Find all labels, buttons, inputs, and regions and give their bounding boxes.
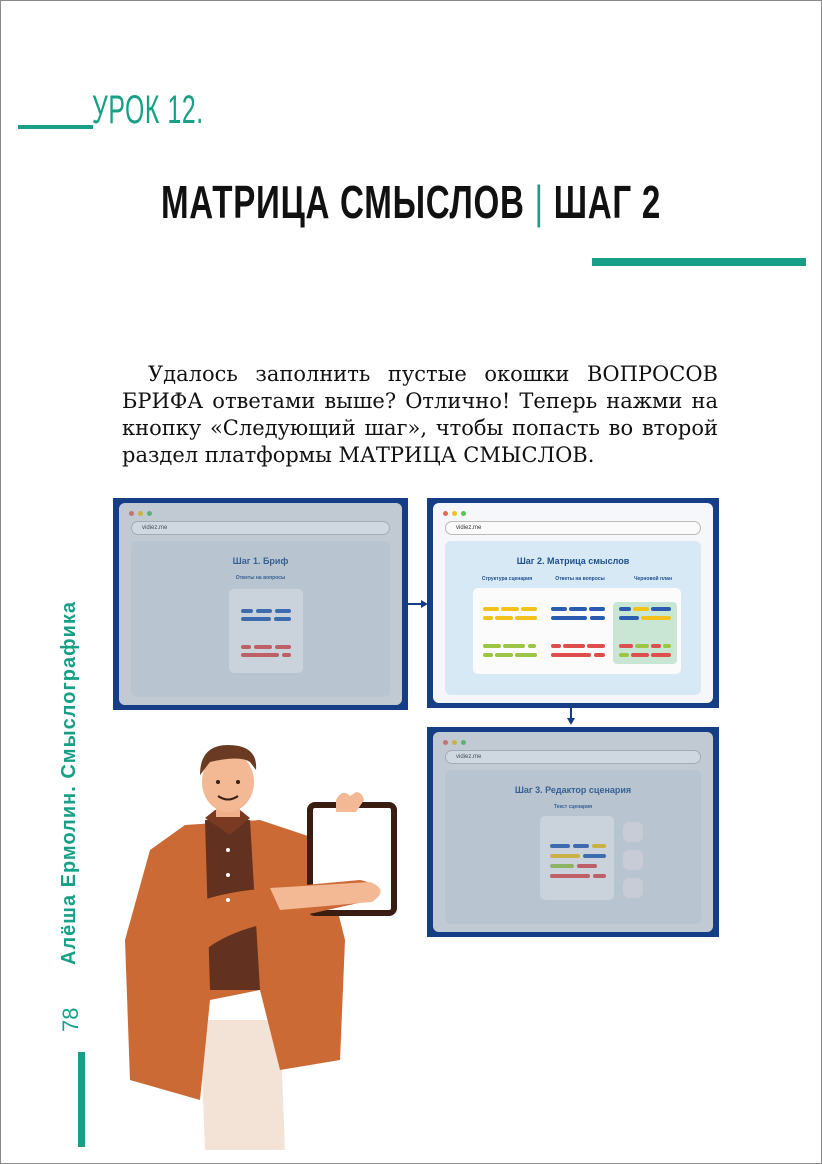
column-answers: Ответы на вопросы: [555, 576, 605, 582]
title-separator: |: [534, 176, 544, 228]
page-number: 78: [58, 1007, 83, 1032]
arrow-down-head: [567, 718, 575, 725]
matrix-card: [473, 588, 681, 674]
man-with-tablet-illustration: [110, 740, 400, 1150]
step-title: Шаг 2. Матрица смыслов: [516, 556, 630, 566]
lesson-label: УРОК 12.: [92, 88, 204, 132]
browser-window: [433, 503, 713, 703]
author-label: Алёша Ермолин. Смыслографика: [58, 600, 80, 965]
screenshot-step1: [113, 498, 408, 710]
step-title: Шаг 1. Бриф: [232, 556, 289, 566]
content-panel: [445, 541, 701, 695]
title-main: МАТРИЦА СМЫСЛОВ: [161, 176, 525, 228]
url-bar: vidiez.me: [445, 750, 701, 764]
title-step: ШАГ 2: [553, 176, 661, 228]
step-subtitle: Ответы на вопросы: [235, 575, 286, 581]
url-bar: vidiez.me: [131, 521, 390, 535]
arrow-right: [408, 603, 422, 605]
screenshot-step3: [427, 727, 719, 937]
step-subtitle: Текст сценария: [553, 804, 593, 810]
dim-overlay: [119, 503, 402, 705]
column-structure: Структура сценария: [481, 576, 533, 582]
title-underline: [592, 258, 806, 266]
column-draft: Черновой план: [634, 576, 672, 582]
page-accent-bar: [78, 1052, 85, 1147]
dim-overlay: [433, 732, 713, 932]
screenshot-step2: [427, 498, 719, 708]
url-bar: vidiez.me: [445, 521, 701, 535]
page-title: [115, 175, 707, 229]
step-title: Шаг 3. Редактор сценария: [514, 785, 632, 795]
body-paragraph: Удалось заполнить пустые окошки ВОПРОСОВ БРИФА ответами выше? Отлично! Теперь нажми на кнопку «Следующий шаг», чтобы попасть во второй раздел платформы МАТРИЦА СМЫСЛОВ.: [122, 362, 718, 467]
trousers: [200, 1020, 285, 1150]
lesson-underline: [18, 125, 93, 129]
